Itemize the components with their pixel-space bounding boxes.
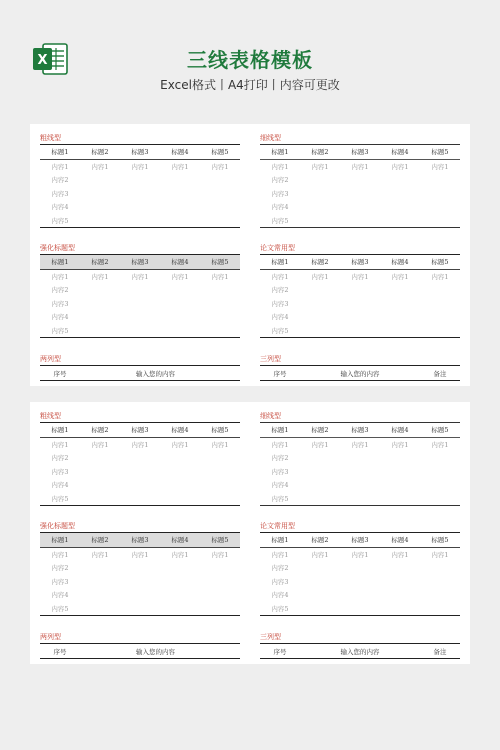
page-subtitle: Excel格式丨A4打印丨内容可更改: [160, 78, 340, 92]
header-cell: 标题5: [420, 255, 460, 270]
table-row: [260, 575, 460, 589]
table-header-row: [40, 255, 240, 270]
table-type-label: 论文常用型: [260, 244, 295, 252]
header-cell: 标题3: [120, 255, 160, 270]
table-cell: 内容1: [311, 272, 329, 281]
paper-style-block: [260, 521, 460, 616]
three-line-table: [260, 422, 460, 506]
header-cell: 标题1: [40, 145, 80, 160]
table-cell: 内容5: [40, 214, 80, 228]
thick-line-block: [40, 411, 240, 506]
header-cell: 标题5: [420, 145, 460, 160]
table-cell: 内容5: [260, 602, 300, 616]
table-cell: 内容2: [271, 454, 289, 463]
header-cell: 标题2: [300, 255, 340, 270]
paper-style-block: [260, 243, 460, 338]
header-cell: 标题5: [200, 255, 240, 270]
header-cell: 标题1: [260, 145, 300, 160]
table-header-row: [40, 145, 240, 160]
table-cell: 内容3: [271, 577, 289, 586]
table-row: [40, 437, 240, 451]
header-cell: 标题3: [120, 423, 160, 438]
table-cell: 内容2: [51, 286, 69, 295]
table-row: [40, 200, 240, 214]
table-cell: 内容1: [391, 272, 409, 281]
thin-line-block: [260, 411, 460, 506]
header-cell: 输入您的内容: [300, 366, 420, 381]
table-row: [40, 310, 240, 324]
header-cell: 标题4: [160, 255, 200, 270]
page-title: 三线表格模板: [187, 48, 313, 72]
two-column-table: [40, 643, 240, 659]
table-cell: 内容3: [271, 299, 289, 308]
table-cell: 内容3: [271, 189, 289, 198]
three-line-table: [260, 532, 460, 616]
three-column-block: [260, 354, 460, 381]
table-row: [260, 214, 460, 228]
table-row: [40, 283, 240, 297]
header-cell: 标题1: [260, 533, 300, 548]
three-line-table: [40, 254, 240, 338]
header-cell: 标题3: [340, 423, 380, 438]
table-header-row: [260, 423, 460, 438]
header-cell: 标题4: [380, 423, 420, 438]
table-cell: 内容1: [131, 550, 149, 559]
table-cell: 内容1: [211, 162, 229, 171]
thick-line-block: [40, 133, 240, 228]
table-cell: 内容1: [131, 272, 149, 281]
three-line-table: [260, 144, 460, 228]
table-row: [260, 310, 460, 324]
table-row: [260, 561, 460, 575]
table-row: [260, 465, 460, 479]
table-type-label: 细线型: [260, 134, 281, 142]
table-row: [40, 478, 240, 492]
table-row: [260, 297, 460, 311]
header-cell: 标题5: [420, 533, 460, 548]
table-cell: 内容4: [271, 203, 289, 212]
table-row: [40, 575, 240, 589]
table-row: [40, 451, 240, 465]
table-cell: 内容2: [51, 176, 69, 185]
table-cell: 内容1: [431, 272, 449, 281]
table-cell: 内容3: [51, 299, 69, 308]
table-row: [260, 269, 460, 283]
header-cell: 标题2: [300, 533, 340, 548]
table-cell: 内容1: [211, 550, 229, 559]
table-header-row: [40, 423, 240, 438]
table-row: [40, 561, 240, 575]
table-cell: 内容1: [271, 440, 289, 449]
table-cell: 内容1: [431, 550, 449, 559]
three-column-table: [260, 643, 460, 659]
table-row: [40, 269, 240, 283]
table-type-label: 粗线型: [40, 412, 61, 420]
table-cell: 内容1: [431, 440, 449, 449]
table-cell: 内容1: [311, 162, 329, 171]
table-cell: 内容1: [211, 272, 229, 281]
table-cell: 内容5: [260, 214, 300, 228]
table-cell: 内容4: [51, 591, 69, 600]
table-row: [260, 187, 460, 201]
three-line-table: [40, 532, 240, 616]
table-cell: 内容1: [351, 272, 369, 281]
table-cell: 内容1: [171, 440, 189, 449]
header-cell: 标题4: [160, 533, 200, 548]
table-header-row: [260, 644, 460, 659]
table-cell: 内容1: [271, 162, 289, 171]
table-cell: 内容5: [260, 324, 300, 338]
header-cell: 序号: [260, 366, 300, 381]
table-cell: 内容2: [271, 564, 289, 573]
table-cell: 内容4: [271, 591, 289, 600]
header-cell: 标题2: [80, 533, 120, 548]
header-cell: 标题1: [40, 423, 80, 438]
table-row: [40, 588, 240, 602]
table-row: [260, 492, 460, 506]
table-row: [260, 159, 460, 173]
header-cell: 标题5: [420, 423, 460, 438]
svg-text:X: X: [37, 53, 48, 68]
header-cell: 标题3: [120, 533, 160, 548]
table-row: [260, 283, 460, 297]
three-line-table: [40, 422, 240, 506]
table-cell: 内容1: [351, 440, 369, 449]
table-header-row: [260, 255, 460, 270]
table-type-label: 粗线型: [40, 134, 61, 142]
table-row: [40, 547, 240, 561]
table-type-label: 强化标题型: [40, 244, 75, 252]
table-cell: 内容1: [391, 440, 409, 449]
table-cell: 内容2: [51, 564, 69, 573]
header-cell: 标题5: [200, 533, 240, 548]
table-type-label: 论文常用型: [260, 522, 295, 530]
table-row: [40, 159, 240, 173]
three-line-table: [40, 144, 240, 228]
table-header-row: [260, 533, 460, 548]
table-cell: 内容1: [311, 550, 329, 559]
table-type-label: 两列型: [40, 633, 61, 641]
table-row: [260, 588, 460, 602]
header-cell: 标题5: [200, 423, 240, 438]
header-cell: 标题4: [380, 145, 420, 160]
three-column-table: [260, 365, 460, 381]
table-cell: 内容4: [51, 203, 69, 212]
table-row: [260, 173, 460, 187]
table-cell: 内容3: [51, 189, 69, 198]
template-page-1: [30, 124, 470, 386]
table-cell: 内容1: [51, 440, 69, 449]
table-cell: 内容1: [91, 550, 109, 559]
table-cell: 内容2: [271, 286, 289, 295]
header-cell: 序号: [40, 366, 80, 381]
table-cell: 内容1: [91, 272, 109, 281]
table-cell: 内容1: [271, 550, 289, 559]
table-cell: 内容1: [311, 440, 329, 449]
header-cell: 标题1: [260, 423, 300, 438]
table-row: [260, 478, 460, 492]
table-type-label: 细线型: [260, 412, 281, 420]
emphasized-header-block: [40, 243, 240, 338]
table-row: [260, 547, 460, 561]
table-cell: 内容1: [51, 162, 69, 171]
table-cell: 内容1: [171, 272, 189, 281]
table-cell: 内容1: [171, 550, 189, 559]
header-cell: 输入您的内容: [80, 644, 240, 659]
header-cell: 标题3: [340, 533, 380, 548]
template-page-2: [30, 402, 470, 664]
table-type-label: 强化标题型: [40, 522, 75, 530]
table-type-label: 三列型: [260, 355, 281, 363]
table-row: [40, 324, 240, 338]
table-cell: 内容1: [211, 440, 229, 449]
two-column-block: [40, 632, 240, 659]
table-cell: 内容1: [391, 550, 409, 559]
table-cell: 内容5: [40, 602, 80, 616]
table-type-label: 三列型: [260, 633, 281, 641]
header-cell: 标题4: [160, 423, 200, 438]
header-cell: 标题2: [300, 423, 340, 438]
table-cell: 内容1: [51, 272, 69, 281]
table-row: [40, 602, 240, 616]
table-cell: 内容2: [51, 454, 69, 463]
table-header-row: [260, 366, 460, 381]
header-cell: 备注: [420, 366, 460, 381]
header-cell: 标题1: [40, 533, 80, 548]
table-cell: 内容5: [40, 324, 80, 338]
page-header: [0, 0, 500, 110]
table-cell: 内容1: [51, 550, 69, 559]
table-cell: 内容1: [171, 162, 189, 171]
table-cell: 内容1: [351, 550, 369, 559]
table-row: [40, 465, 240, 479]
table-row: [40, 187, 240, 201]
table-cell: 内容4: [51, 481, 69, 490]
header-cell: 标题1: [40, 255, 80, 270]
header-cell: 标题3: [340, 255, 380, 270]
header-cell: 标题2: [80, 255, 120, 270]
table-cell: 内容3: [51, 577, 69, 586]
table-header-row: [260, 145, 460, 160]
table-row: [260, 200, 460, 214]
table-row: [260, 602, 460, 616]
table-cell: 内容1: [91, 440, 109, 449]
header-cell: 标题1: [260, 255, 300, 270]
table-header-row: [40, 533, 240, 548]
header-cell: 备注: [420, 644, 460, 659]
header-cell: 序号: [40, 644, 80, 659]
header-cell: 标题3: [340, 145, 380, 160]
two-column-table: [40, 365, 240, 381]
header-cell: 标题4: [380, 533, 420, 548]
two-column-block: [40, 354, 240, 381]
table-cell: 内容5: [260, 492, 300, 506]
table-row: [260, 324, 460, 338]
header-cell: 标题5: [200, 145, 240, 160]
table-row: [40, 492, 240, 506]
table-cell: 内容5: [40, 492, 80, 506]
three-line-table: [260, 254, 460, 338]
table-cell: 内容1: [431, 162, 449, 171]
table-row: [40, 297, 240, 311]
header-cell: 序号: [260, 644, 300, 659]
table-type-label: 两列型: [40, 355, 61, 363]
header-cell: 标题2: [80, 145, 120, 160]
table-cell: 内容1: [91, 162, 109, 171]
table-cell: 内容4: [51, 313, 69, 322]
header-cell: 标题4: [160, 145, 200, 160]
header-cell: 标题2: [80, 423, 120, 438]
table-cell: 内容4: [271, 481, 289, 490]
table-cell: 内容1: [131, 440, 149, 449]
header-cell: 输入您的内容: [80, 366, 240, 381]
emphasized-header-block: [40, 521, 240, 616]
thin-line-block: [260, 133, 460, 228]
table-row: [40, 173, 240, 187]
table-cell: 内容1: [391, 162, 409, 171]
table-cell: 内容3: [51, 467, 69, 476]
table-header-row: [40, 366, 240, 381]
table-row: [260, 451, 460, 465]
table-cell: 内容4: [271, 313, 289, 322]
header-cell: 标题4: [380, 255, 420, 270]
table-cell: 内容1: [271, 272, 289, 281]
table-row: [40, 214, 240, 228]
table-row: [260, 437, 460, 451]
header-cell: 输入您的内容: [300, 644, 420, 659]
three-column-block: [260, 632, 460, 659]
table-cell: 内容2: [271, 176, 289, 185]
header-cell: 标题2: [300, 145, 340, 160]
header-cell: 标题3: [120, 145, 160, 160]
table-cell: 内容1: [131, 162, 149, 171]
table-header-row: [40, 644, 240, 659]
table-cell: 内容1: [351, 162, 369, 171]
table-cell: 内容3: [271, 467, 289, 476]
